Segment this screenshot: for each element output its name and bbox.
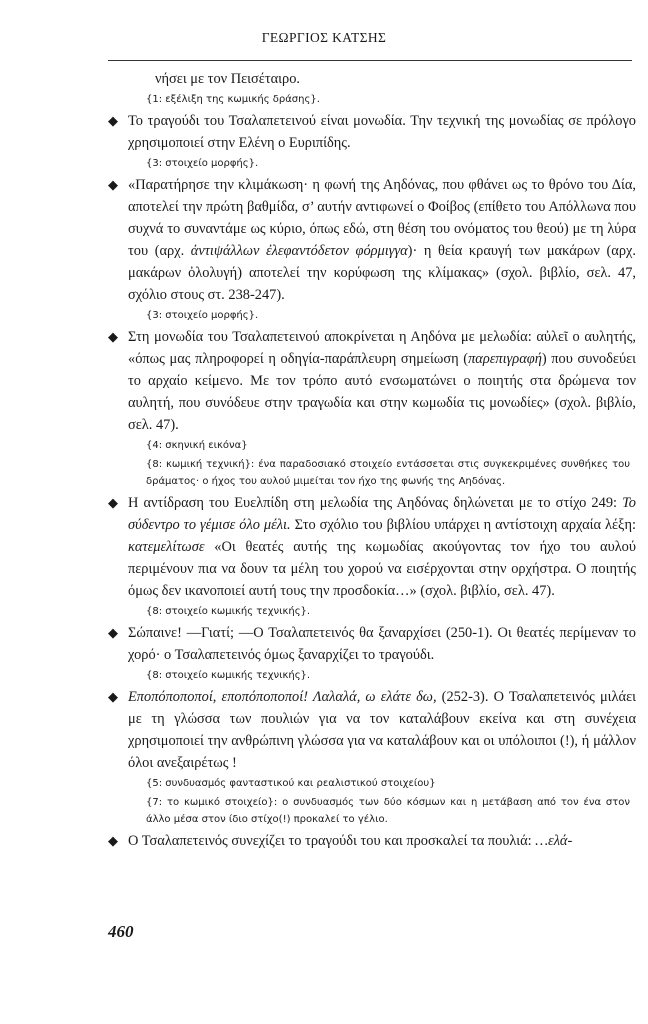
annotation: {1: εξέλιξη της κωμικής δράσης}. xyxy=(146,94,320,105)
text-run: ) που συνοδεύει το αρχαίο κείμενο. Με τον τρόπο αυτό ενσωματώνει ο ποιητής στα δρώμενα τον αυλητή, που συνόδευε στην τραγωδία και στην κωμωδία τις μονωδίες» (σχολ. βιβλίο, σελ. 47). xyxy=(128,351,636,433)
emphasis-text: ἀντιψάλλων ἐλεφαντόδετον φόρμιγγα xyxy=(190,243,408,259)
item-text xyxy=(128,326,636,436)
diamond-bullet-icon: ◆ xyxy=(108,113,118,128)
list-item xyxy=(108,492,636,602)
diamond-bullet-icon: ◆ xyxy=(108,689,118,704)
list-item xyxy=(108,622,636,666)
item-text xyxy=(128,830,636,852)
running-header: ΓΕΩΡΓΙΟΣ ΚΑΤΣΗΣ xyxy=(261,30,387,45)
emphasis-text: …ελά- xyxy=(535,833,573,849)
emphasis-text: κατεμελίτωσε xyxy=(128,539,205,555)
text-run: )· η θεία κραυγή των μακάρων (αρχ. μακάρων ὀλολυγή) αποτελεί την κορύφωση της κλίμακας» (σχολ. βιβλίο, σελ. 47, σχόλιο στους στ. 238-247). xyxy=(128,243,636,303)
continued-line: νήσει με τον Πεισέταιρο. xyxy=(155,71,301,87)
list-item xyxy=(108,110,636,154)
text-run: Ο Τσαλαπετεινός συνεχίζει το τραγούδι του και προσκαλεί τα πουλιά: xyxy=(128,833,536,849)
diamond-bullet-icon: ◆ xyxy=(108,625,118,640)
text-run: «Παρατήρησε την κλιμάκωση· η φωνή της Αηδόνας, που φθάνει ως το θρόνο του Δία, αποτελεί την πρώτη βαθμίδα, σ’ αυτήν αντιφωνεί ο Φοίβος (επίθετο του Απόλλωνα που συχνά το συναντάμε ως κύριο, όπως εδώ, στη θέση του ονόματος του θεού) με τη λύρα του (αρχ. xyxy=(128,177,636,259)
emphasis-text: Εποπόποποποί, εποπόποποποί! Λαλαλά, ω ελάτε δω, xyxy=(128,689,437,705)
diamond-bullet-icon: ◆ xyxy=(108,495,118,510)
diamond-bullet-icon: ◆ xyxy=(108,177,118,192)
annotation: {7: το κωμικό στοιχείο}: ο συνδυασμός των δύο κόσμων και η μετάβαση από τον ένα στον άλλο μέσα στον ίδιο στίχο(!) προκαλεί το γέλιο. xyxy=(146,797,630,825)
item-text xyxy=(128,686,636,774)
item-text xyxy=(128,174,636,306)
annotation: {8: στοιχείο κωμικής τεχνικής}. xyxy=(146,606,311,617)
page-body xyxy=(108,68,636,852)
page-number: 460 xyxy=(108,922,134,941)
list-item xyxy=(108,686,636,774)
text-run: «Οι θεατές αυτής της κωμωδίας ακούγοντας τον ήχο του αυλού περιμένουν πια να δουν τα μέλη του χορού να εισέρχονται στην ορχήστρα. Ο ποιητής όμως δεν ικανοποιεί αυτή τους την προσδοκία…» (σχολ. βιβλίο, σελ. 47). xyxy=(128,539,636,599)
annotation: {3: στοιχείο μορφής}. xyxy=(146,310,259,321)
text-run: Στη μονωδία του Τσαλαπετεινού αποκρίνεται η Αηδόνα με μελωδία: αὐλεῖ ο αυλητής, «όπως μας πληροφορεί η οδηγία-παράπλευρη σημείωση ( xyxy=(128,329,636,367)
emphasis-text: Το σύδεντρο το γέμισε όλο μέλι. xyxy=(128,495,636,533)
emphasis-text: παρεπιγραφή xyxy=(468,351,542,367)
annotation: {8: στοιχείο κωμικής τεχνικής}. xyxy=(146,670,311,681)
list-item xyxy=(108,174,636,306)
text-run: Στο σχόλιο του βιβλίου υπάρχει η αντίστοιχη αρχαία λέξη: xyxy=(290,517,636,533)
annotation: {4: σκηνική εικόνα} xyxy=(146,440,248,451)
item-text xyxy=(128,492,636,602)
header-rule xyxy=(108,60,632,61)
annotation: {8: κωμική τεχνική}: ένα παραδοσιακό στοιχείο εντάσσεται στις συγκεκριμένες συνθήκες του δράματος· ο ήχος του αυλού μιμείται τον ήχο της φωνής της Αηδόνας. xyxy=(146,459,630,487)
diamond-bullet-icon: ◆ xyxy=(108,833,118,848)
item-text: Το τραγούδι του Τσαλαπετεινού είναι μονωδία. Την τεχνική της μονωδίας σε πρόλογο χρησιμοποιεί στην Ελένη ο Ευριπίδης. xyxy=(128,113,636,151)
text-run: (252-3). Ο Τσαλαπετεινός μιλάει με τη γλώσσα των πουλιών για να τον καταλάβουν εκείνα και στη συνέχεια χρησιμοποιεί την ανθρώπινη γλώσσα για να καταλάβουν και οι υπόλοιποι (!), ή μάλλον όλοι ανεξαιρέτως ! xyxy=(128,689,636,771)
text-run: Η αντίδραση του Ευελπίδη στη μελωδία της Αηδόνας δηλώνεται με το στίχο 249: xyxy=(128,495,623,511)
list-item xyxy=(108,830,636,852)
annotation: {3: στοιχείο μορφής}. xyxy=(146,158,259,169)
list-item xyxy=(108,326,636,436)
diamond-bullet-icon: ◆ xyxy=(108,329,118,344)
item-text: Σώπαινε! —Γιατί; —Ο Τσαλαπετεινός θα ξαναρχίσει (250-1). Οι θεατές περίμεναν το χορό· ο Τσαλαπετεινός όμως ξαναρχίζει το τραγούδι. xyxy=(128,625,636,663)
annotation: {5: συνδυασμός φανταστικού και ρεαλιστικού στοιχείου} xyxy=(146,778,436,789)
